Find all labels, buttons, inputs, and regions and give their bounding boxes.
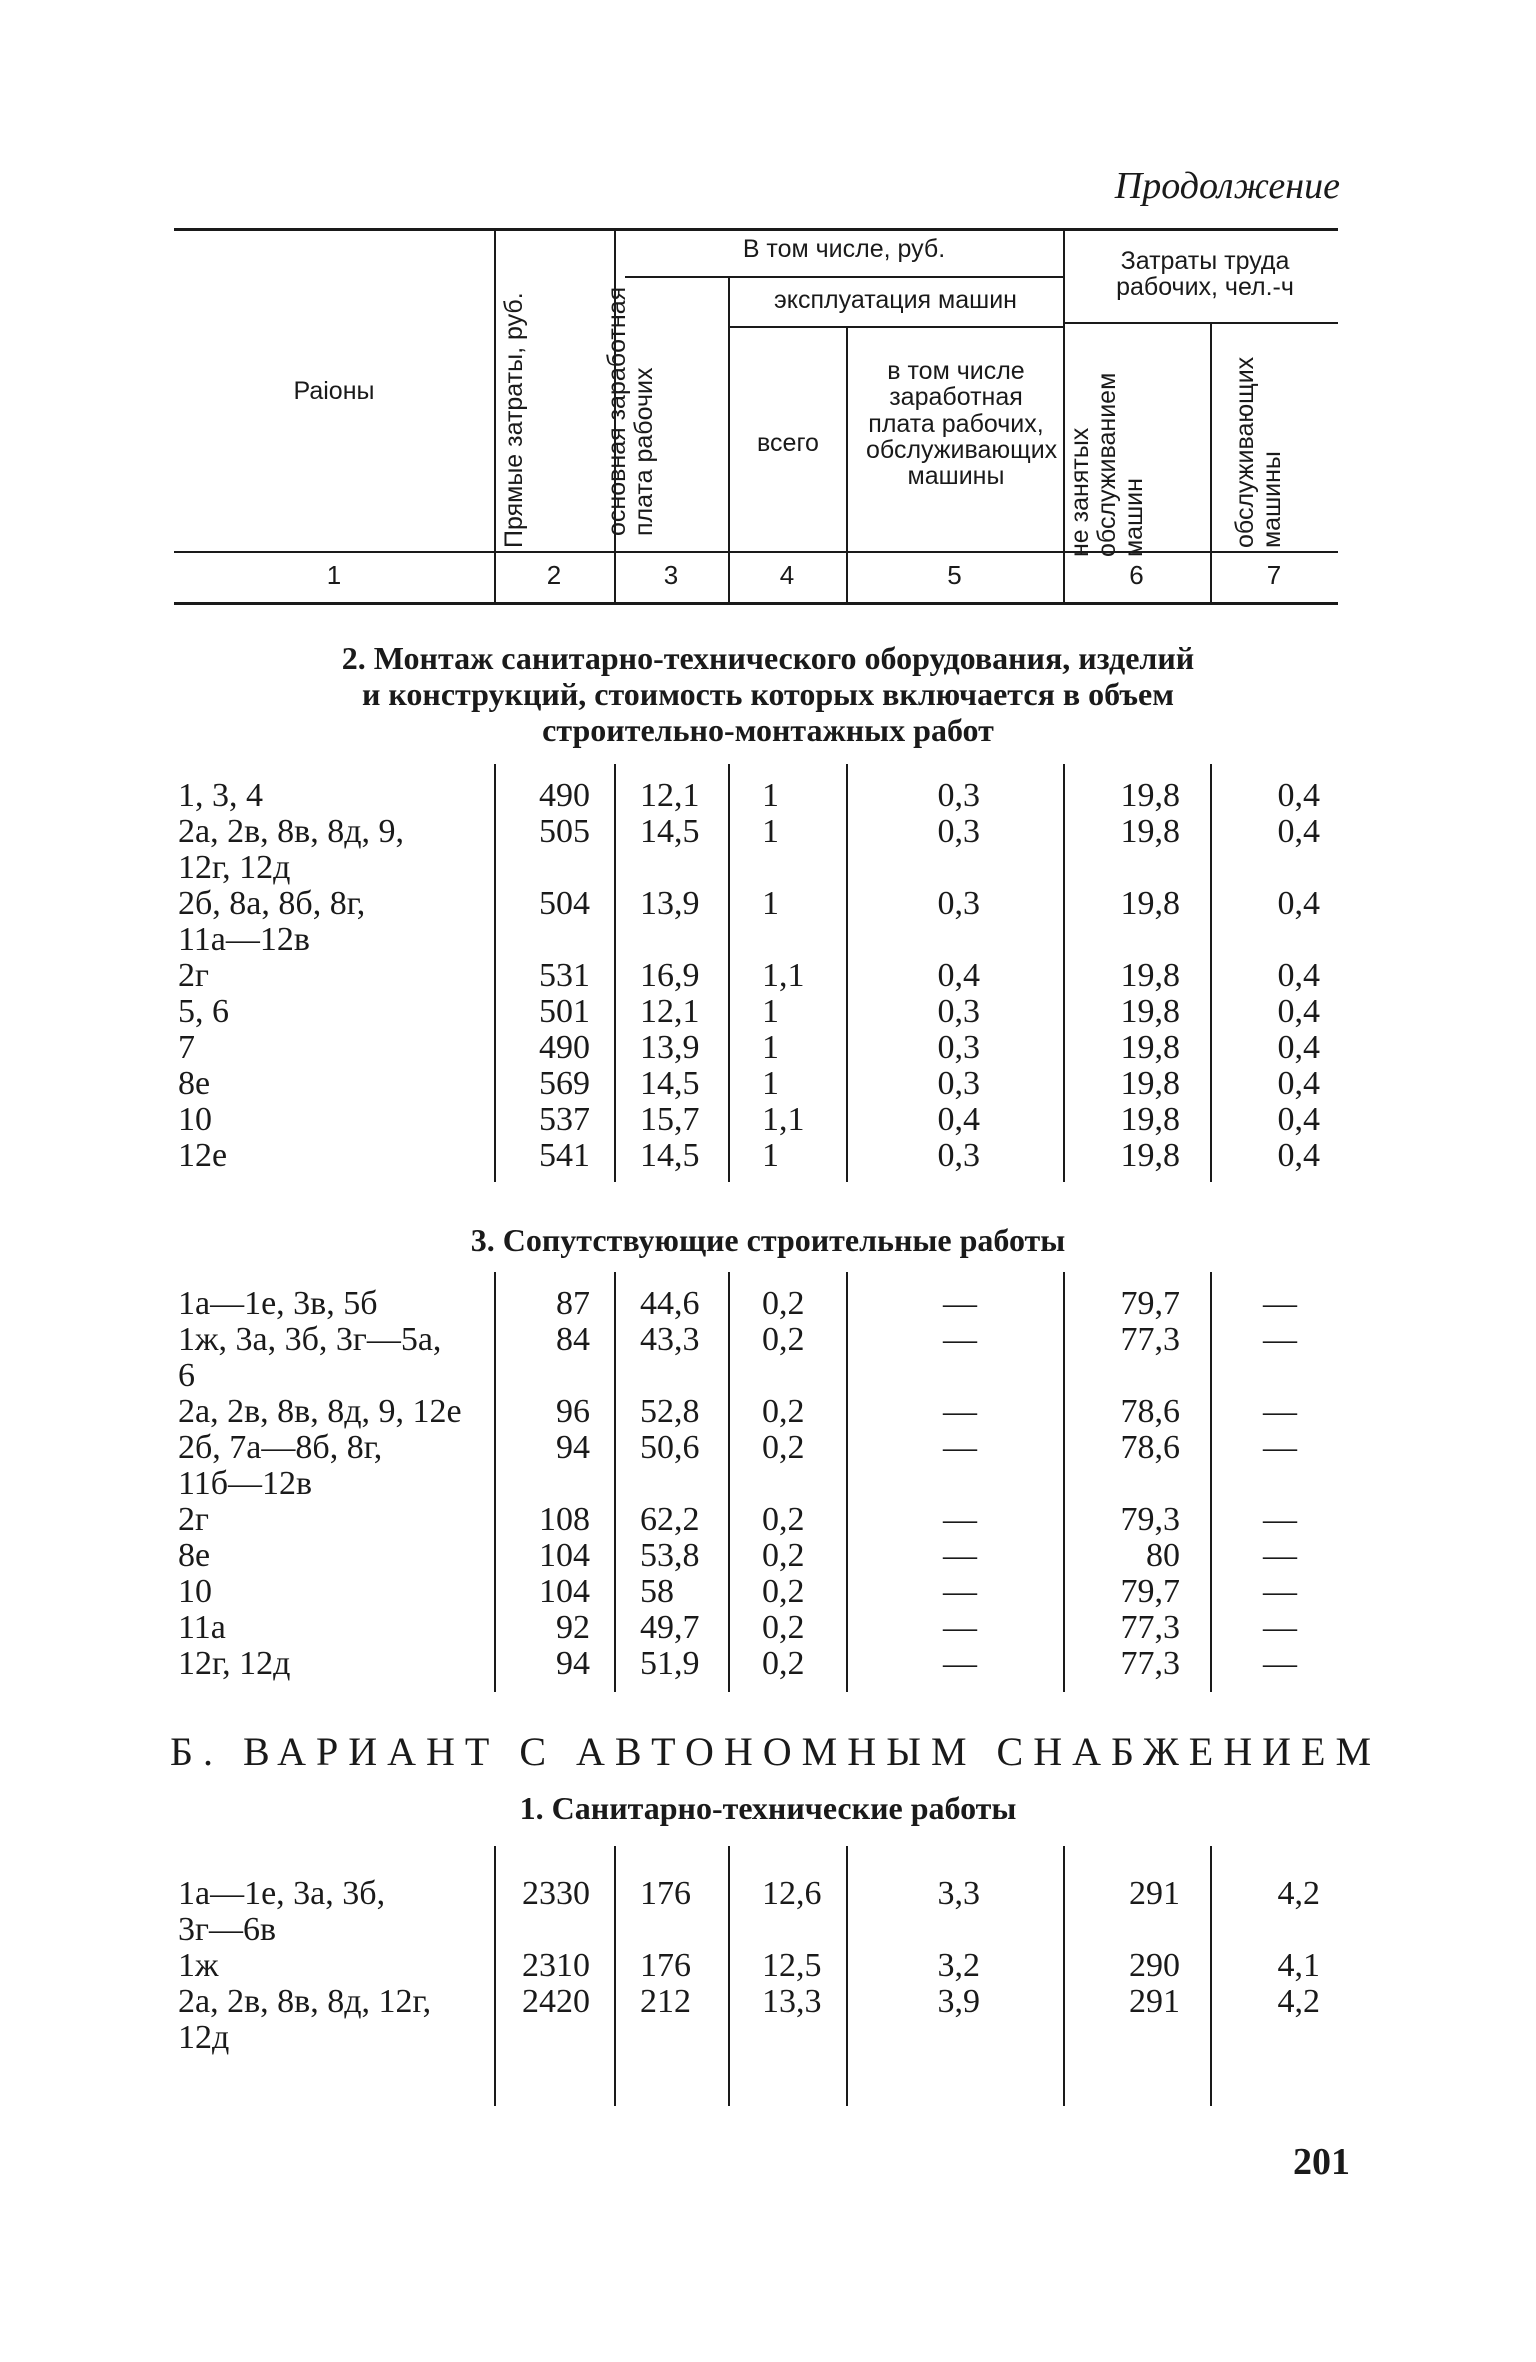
table-cell-c3: 44,6 — [640, 1285, 700, 1322]
region-cell: 2а, 2в, 8в, 8д, 9, — [178, 813, 404, 850]
region-cell: 11б—12в — [178, 1465, 313, 1502]
region-cell: 12е — [178, 1137, 228, 1174]
region-cell: 1а—1е, 3в, 5б — [178, 1285, 378, 1322]
region-cell: 2г — [178, 957, 209, 994]
table-cell-c6: 291 — [1129, 1983, 1180, 2020]
section-2-title-line: строительно-монтажных работ — [542, 712, 994, 748]
column-number: 3 — [663, 560, 679, 590]
table-cell-c7: 0,4 — [1277, 993, 1320, 1030]
table-cell-c5: — — [943, 1537, 977, 1574]
table-vline — [1063, 764, 1065, 1182]
colnum-bottom-rule — [174, 602, 1338, 605]
table-cell-c3: 50,6 — [640, 1429, 700, 1466]
region-cell: 8е — [178, 1537, 211, 1574]
table-cell-c6: 290 — [1129, 1947, 1180, 1984]
table-cell-c3: 49,7 — [640, 1609, 700, 1646]
table-cell-c6: 19,8 — [1120, 885, 1180, 922]
table-cell-c4: 1 — [762, 885, 779, 922]
table-vline — [1210, 1272, 1212, 1692]
table-cell-c2: 104 — [539, 1573, 590, 1610]
header-labor: Затраты труда рабочих, чел.-ч — [1116, 247, 1294, 302]
header-rule-machines — [728, 326, 1063, 328]
table-cell-c6: 79,7 — [1120, 1573, 1180, 1610]
page-number: 201 — [1293, 2141, 1350, 2183]
header-serving-text: обслуживающих машины — [1231, 356, 1286, 548]
table-cell-c5: — — [943, 1429, 977, 1466]
header-incl-wage: в том числе заработная плата рабочих, обслуживающих машины — [866, 357, 1058, 490]
column-number: 2 — [546, 560, 562, 590]
table-cell-c2: 94 — [556, 1429, 590, 1466]
table-vline — [1063, 1846, 1065, 2106]
table-cell-c5: — — [943, 1645, 977, 1682]
table-vline — [846, 764, 848, 1182]
table-cell-c3: 53,8 — [640, 1537, 700, 1574]
table-cell-c4: 12,6 — [762, 1875, 822, 1912]
table-cell-c2: 541 — [539, 1137, 590, 1174]
table-cell-c2: 2420 — [522, 1983, 590, 2020]
header-direct-costs: Прямые затраты, руб. — [500, 292, 528, 548]
variant-b-heading: Б. ВАРИАНТ С АВТОНОМНЫМ СНАБЖЕНИЕМ — [170, 1729, 1382, 1774]
table-cell-c7: — — [1263, 1537, 1297, 1574]
table-vline — [846, 1846, 848, 2106]
table-cell-c2: 490 — [539, 777, 590, 814]
table-cell-c3: 14,5 — [640, 813, 700, 850]
table-cell-c5: — — [943, 1393, 977, 1430]
table-cell-c5: 0,3 — [937, 1137, 980, 1174]
table-cell-c4: 1 — [762, 1065, 779, 1102]
table-cell-c4: 0,2 — [762, 1573, 805, 1610]
region-cell: 3г—6в — [178, 1911, 276, 1948]
region-cell: 2б, 8а, 8б, 8г, — [178, 885, 366, 922]
table-cell-c2: 505 — [539, 813, 590, 850]
table-cell-c6: 77,3 — [1120, 1609, 1180, 1646]
table-cell-c3: 212 — [640, 1983, 691, 2020]
header-bottom-rule — [174, 551, 1338, 553]
column-number: 1 — [326, 560, 342, 590]
table-cell-c4: 0,2 — [762, 1285, 805, 1322]
table-cell-c5: — — [943, 1573, 977, 1610]
table-cell-c4: 0,2 — [762, 1393, 805, 1430]
table-cell-c5: 0,3 — [937, 1065, 980, 1102]
table-cell-c7: 0,4 — [1277, 1137, 1320, 1174]
table-cell-c4: 0,2 — [762, 1321, 805, 1358]
table-vline — [614, 1272, 616, 1692]
table-cell-c2: 569 — [539, 1065, 590, 1102]
region-cell: 2а, 2в, 8в, 8д, 12г, — [178, 1983, 432, 2020]
table-cell-c5: — — [943, 1321, 977, 1358]
table-cell-c6: 78,6 — [1120, 1429, 1180, 1466]
table-cell-c2: 84 — [556, 1321, 590, 1358]
table-cell-c7: — — [1263, 1609, 1297, 1646]
table-cell-c6: 19,8 — [1120, 813, 1180, 850]
region-cell: 12г, 12д — [178, 1645, 291, 1682]
header-machine-ops: эксплуатация машин — [774, 286, 1017, 314]
region-cell: 1ж — [178, 1947, 219, 1984]
table-cell-c6: 19,8 — [1120, 957, 1180, 994]
table-cell-c4: 1 — [762, 1029, 779, 1066]
table-cell-c5: 0,3 — [937, 1029, 980, 1066]
table-cell-c4: 0,2 — [762, 1501, 805, 1538]
table-cell-c4: 0,2 — [762, 1609, 805, 1646]
table-cell-c2: 92 — [556, 1609, 590, 1646]
table-cell-c7: 0,4 — [1277, 957, 1320, 994]
header-rule-incl — [625, 276, 1063, 278]
table-cell-c4: 0,2 — [762, 1429, 805, 1466]
table-cell-c6: 19,8 — [1120, 1029, 1180, 1066]
table-cell-c2: 104 — [539, 1537, 590, 1574]
table-cell-c5: — — [943, 1501, 977, 1538]
header-base-wage — [604, 286, 686, 536]
header-incl: В том числе, руб. — [742, 235, 946, 263]
table-cell-c3: 16,9 — [640, 957, 700, 994]
table-cell-c3: 58 — [640, 1573, 674, 1610]
column-number: 6 — [1129, 560, 1144, 590]
region-cell: 2г — [178, 1501, 209, 1538]
table-cell-c2: 96 — [556, 1393, 590, 1430]
table-cell-c4: 1 — [762, 1137, 779, 1174]
table-cell-c6: 19,8 — [1120, 1137, 1180, 1174]
table-cell-c3: 52,8 — [640, 1393, 700, 1430]
table-cell-c5: 0,3 — [937, 813, 980, 850]
table-cell-c5: 3,2 — [937, 1947, 980, 1984]
region-cell: 10 — [178, 1101, 212, 1138]
table-cell-c5: — — [943, 1285, 977, 1322]
table-vline — [614, 1846, 616, 2106]
table-cell-c7: 4,1 — [1277, 1947, 1320, 1984]
table-cell-c4: 1 — [762, 813, 779, 850]
region-cell: 1а—1е, 3а, 3б, — [178, 1875, 386, 1912]
table-cell-c2: 2310 — [522, 1947, 590, 1984]
column-number: 7 — [1266, 560, 1282, 590]
table-cell-c6: 77,3 — [1120, 1321, 1180, 1358]
table-cell-c7: 4,2 — [1277, 1983, 1320, 2020]
column-number: 4 — [779, 560, 795, 590]
table-cell-c7: 0,4 — [1277, 1101, 1320, 1138]
table-cell-c7: — — [1263, 1285, 1297, 1322]
table-cell-c7: — — [1263, 1321, 1297, 1358]
table-cell-c2: 501 — [539, 993, 590, 1030]
table-vline — [1210, 764, 1212, 1182]
section-b1-title: 1. Санитарно-технические работы — [519, 1790, 1017, 1826]
table-cell-c2: 94 — [556, 1645, 590, 1682]
table-cell-c5: 3,9 — [937, 1983, 980, 2020]
header-rule-labor — [1063, 322, 1338, 324]
table-cell-c6: 78,6 — [1120, 1393, 1180, 1430]
table-cell-c6: 19,8 — [1120, 993, 1180, 1030]
table-cell-c2: 108 — [539, 1501, 590, 1538]
table-cell-c7: 0,4 — [1277, 813, 1320, 850]
region-cell: 8е — [178, 1065, 211, 1102]
region-cell: 1, 3, 4 — [178, 777, 263, 814]
table-cell-c4: 0,2 — [762, 1645, 805, 1682]
table-cell-c3: 51,9 — [640, 1645, 700, 1682]
table-cell-c2: 2330 — [522, 1875, 590, 1912]
header-base-wage-text: основная заработная плата рабочих — [603, 286, 658, 536]
table-cell-c2: 537 — [539, 1101, 590, 1138]
table-cell-c3: 62,2 — [640, 1501, 700, 1538]
table-cell-c6: 77,3 — [1120, 1645, 1180, 1682]
region-cell: 11а—12в — [178, 921, 310, 958]
region-cell: 6 — [178, 1357, 195, 1394]
table-cell-c5: 0,3 — [937, 885, 980, 922]
region-cell: 2а, 2в, 8в, 8д, 9, 12е — [178, 1393, 462, 1430]
table-cell-c7: — — [1263, 1393, 1297, 1430]
table-cell-c3: 12,1 — [640, 777, 700, 814]
section-3-title: 3. Сопутствующие строительные работы — [470, 1222, 1066, 1258]
region-cell: 7 — [178, 1029, 195, 1066]
table-cell-c4: 1 — [762, 993, 779, 1030]
table-cell-c6: 291 — [1129, 1875, 1180, 1912]
table-cell-c4: 0,2 — [762, 1537, 805, 1574]
table-cell-c4: 1,1 — [762, 1101, 805, 1138]
table-cell-c6: 80 — [1146, 1537, 1180, 1574]
table-cell-c5: 0,4 — [937, 957, 980, 994]
table-cell-c5: 0,3 — [937, 993, 980, 1030]
table-cell-c5: 3,3 — [937, 1875, 980, 1912]
table-cell-c7: 0,4 — [1277, 885, 1320, 922]
table-cell-c3: 12,1 — [640, 993, 700, 1030]
table-vline — [1210, 1846, 1212, 2106]
table-cell-c3: 15,7 — [640, 1101, 700, 1138]
table-cell-c6: 79,3 — [1120, 1501, 1180, 1538]
continuation-label: Продолжение — [1114, 165, 1340, 207]
table-cell-c3: 13,9 — [640, 885, 700, 922]
table-cell-c5: 0,3 — [937, 777, 980, 814]
header-serving — [1232, 358, 1290, 548]
header-regions: Раiоны — [293, 377, 375, 405]
region-cell: 10 — [178, 1573, 212, 1610]
table-cell-c7: — — [1263, 1429, 1297, 1466]
table-cell-c4: 13,3 — [762, 1983, 822, 2020]
table-cell-c3: 176 — [640, 1947, 691, 1984]
table-cell-c3: 176 — [640, 1875, 691, 1912]
section-2-title-line: и конструкций, стоимость которых включается в объем — [361, 676, 1175, 712]
table-cell-c5: — — [943, 1609, 977, 1646]
section-2-title-line: 2. Монтаж санитарно-технического оборудования, изделий — [341, 640, 1195, 676]
table-cell-c5: 0,4 — [937, 1101, 980, 1138]
table-vline — [614, 764, 616, 1182]
header-not-busy — [1067, 357, 1149, 557]
table-cell-c7: — — [1263, 1501, 1297, 1538]
table-cell-c4: 1,1 — [762, 957, 805, 994]
region-cell: 12д — [178, 2019, 230, 2056]
table-cell-c2: 504 — [539, 885, 590, 922]
table-cell-c6: 79,7 — [1120, 1285, 1180, 1322]
column-number: 5 — [947, 560, 962, 590]
table-cell-c3: 14,5 — [640, 1137, 700, 1174]
table-cell-c3: 13,9 — [640, 1029, 700, 1066]
table-cell-c2: 490 — [539, 1029, 590, 1066]
table-cell-c7: 0,4 — [1277, 777, 1320, 814]
header-not-busy-text: не занятых обслуживанием машин — [1066, 372, 1148, 557]
table-cell-c7: — — [1263, 1645, 1297, 1682]
table-cell-c6: 19,8 — [1120, 1101, 1180, 1138]
table-cell-c7: 0,4 — [1277, 1029, 1320, 1066]
table-vline — [846, 1272, 848, 1692]
table-cell-c7: — — [1263, 1573, 1297, 1610]
table-cell-c2: 87 — [556, 1285, 590, 1322]
region-cell: 11а — [178, 1609, 226, 1646]
region-cell: 5, 6 — [178, 993, 229, 1030]
region-cell: 2б, 7а—8б, 8г, — [178, 1429, 383, 1466]
header-vline — [1063, 230, 1065, 604]
table-cell-c6: 19,8 — [1120, 777, 1180, 814]
table-cell-c3: 43,3 — [640, 1321, 700, 1358]
table-cell-c6: 19,8 — [1120, 1065, 1180, 1102]
table-cell-c4: 1 — [762, 777, 779, 814]
table-cell-c3: 14,5 — [640, 1065, 700, 1102]
table-cell-c7: 4,2 — [1277, 1875, 1320, 1912]
region-cell: 12г, 12д — [178, 849, 291, 886]
header-total: всего — [757, 429, 819, 457]
header-top-rule — [174, 228, 1338, 231]
table-cell-c7: 0,4 — [1277, 1065, 1320, 1102]
region-cell: 1ж, 3а, 3б, 3г—5а, — [178, 1321, 442, 1358]
table-vline — [1063, 1272, 1065, 1692]
table-cell-c2: 531 — [539, 957, 590, 994]
table-cell-c4: 12,5 — [762, 1947, 822, 1984]
